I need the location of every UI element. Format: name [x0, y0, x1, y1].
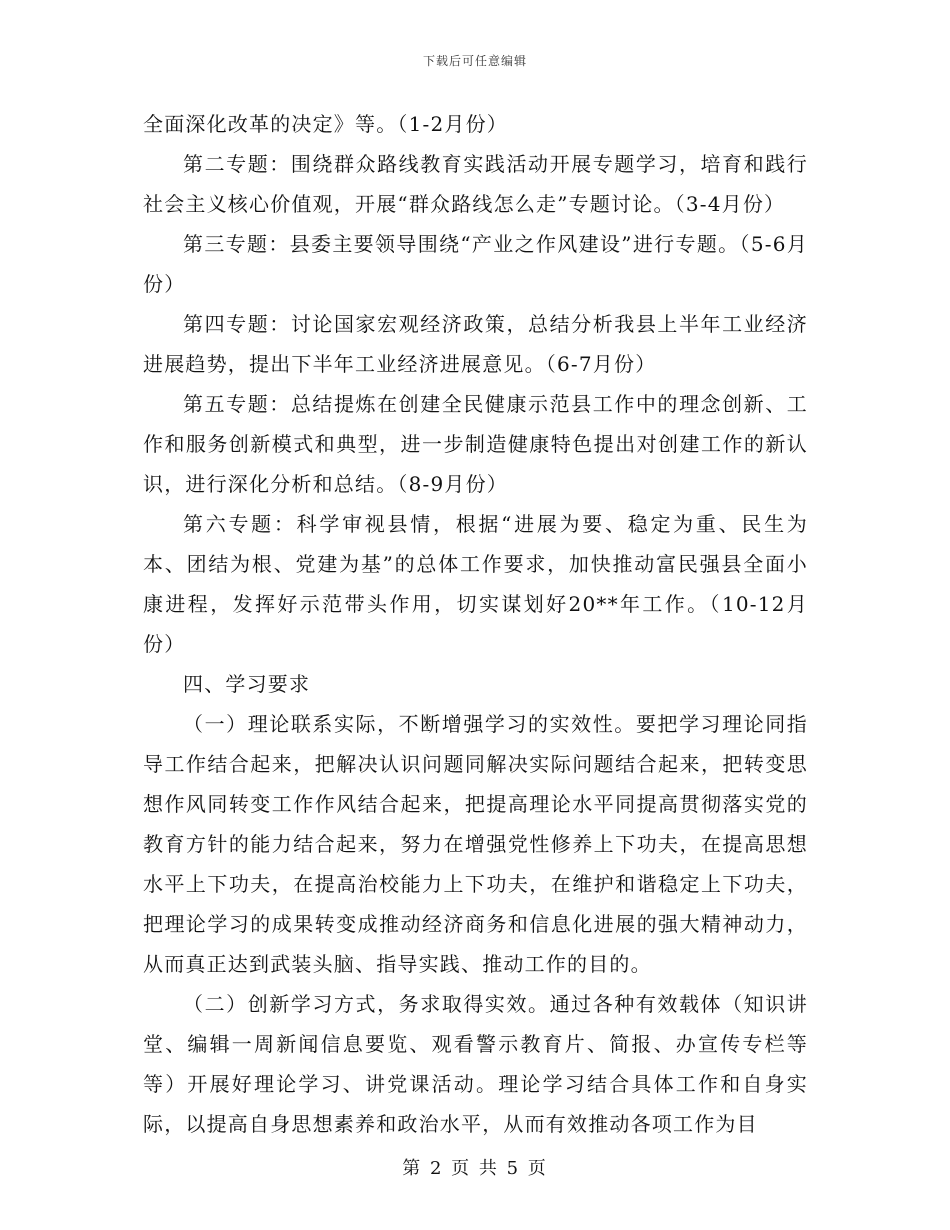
document-body	[143, 104, 808, 1144]
paragraph-6: 第六专题：科学审视县情，根据“进展为要、稳定为重、民生为本、团结为根、党建为基”的总体工作要求，加快推动富民强县全面小康进程，发挥好示范带头作用，切实谋划好20**年工作。（10-12月份）	[143, 512, 808, 656]
paragraph-7: （一）理论联系实际，不断增强学习的实效性。要把学习理论同指导工作结合起来，把解决认识问题同解决实际问题结合起来，把转变思想作风同转变工作作风结合起来，把提高理论水平同提高贯彻落实党的教育方针的能力结合起来，努力在增强党性修养上下功夫，在提高思想水平上下功夫，在提高治校能力上下功夫，在维护和谐稳定上下功夫，把理论学习的成果转变成推动经济商务和信息化进展的强大精神动力，从而真正达到武装头脑、指导实践、推动工作的目的。	[143, 712, 808, 976]
paragraph-1: 全面深化改革的决定》等。（1-2月份）	[143, 112, 509, 136]
paragraph-8: （二）创新学习方式，务求取得实效。通过各种有效载体（知识讲堂、编辑一周新闻信息要览、观看警示教育片、简报、办宣传专栏等等）开展好理论学习、讲党课活动。理论学习结合具体工作和自身实际，以提高自身思想素养和政治水平，从而有效推动各项工作为目	[143, 992, 808, 1136]
paragraph-5: 第五专题：总结提炼在创建全民健康示范县工作中的理念创新、工作和服务创新模式和典型，进一步制造健康特色提出对创建工作的新认识，进行深化分析和总结。（8-9月份）	[143, 392, 808, 496]
page-number-footer: 第 2 页 共 5 页	[402, 1158, 548, 1179]
paragraph-3: 第三专题：县委主要领导围绕“产业之作风建设”进行专题。（5-6月份）	[143, 232, 808, 296]
section-heading: 四、学习要求	[183, 672, 311, 696]
page-header: 下载后可任意编辑	[422, 54, 527, 68]
paragraph-4: 第四专题：讨论国家宏观经济政策，总结分析我县上半年工业经济进展趋势，提出下半年工业经济进展意见。（6-7月份）	[143, 312, 808, 376]
paragraph-2: 第二专题：围绕群众路线教育实践活动开展专题学习，培育和践行社会主义核心价值观，开展“群众路线怎么走”专题讨论。（3-4月份）	[143, 152, 808, 216]
